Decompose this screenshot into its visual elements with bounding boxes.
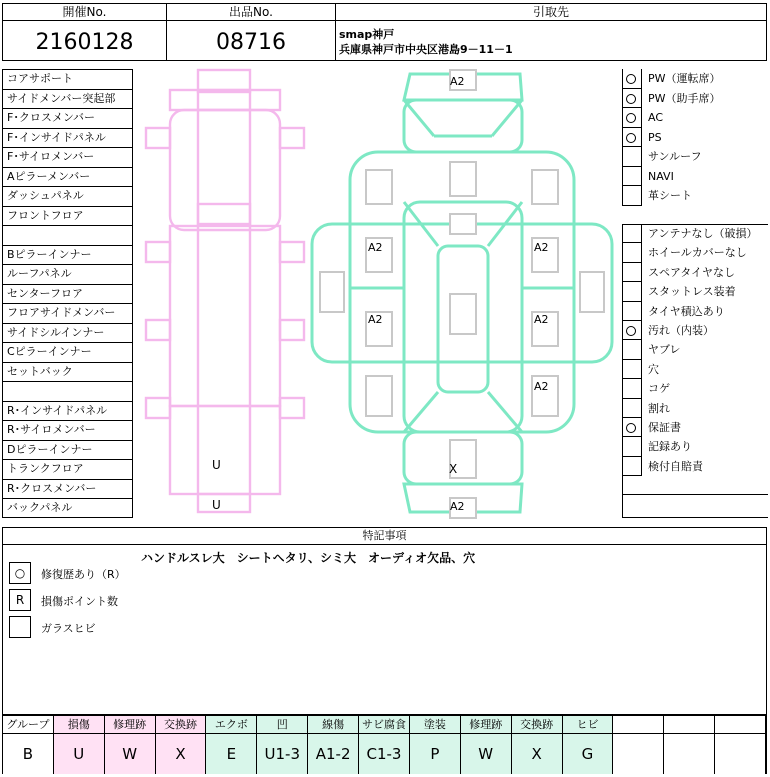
pickup-address-block — [339, 27, 513, 57]
part-row — [3, 226, 132, 246]
equipment-label: AC — [648, 111, 664, 124]
notes-title: 特記事項 — [3, 528, 766, 545]
part-row: セットバック — [3, 363, 132, 383]
checkbox[interactable] — [622, 186, 642, 206]
part-row: コアサポート — [3, 70, 132, 90]
mark-left-front-door: A2 — [368, 241, 383, 254]
grade-header-cell: 修理跡 — [461, 716, 512, 734]
grade-value-cell: W — [461, 734, 512, 774]
checkbox[interactable] — [622, 128, 642, 148]
grade-header-cell: グループ — [3, 716, 54, 734]
grade-value-cell: E — [206, 734, 257, 774]
frame-back-panel — [198, 494, 250, 512]
auction-no-value: 2160128 — [35, 30, 134, 55]
frame-front-section — [170, 110, 280, 230]
legend-symbol: R — [9, 589, 31, 611]
mark-rear: A2 — [450, 500, 465, 513]
equipment-row — [622, 89, 768, 109]
frame-rear-section — [170, 406, 280, 494]
conditions-label: ホイールカバーなし — [648, 246, 747, 260]
part-row: Aピラーメンバー — [3, 168, 132, 188]
frame-parts-list — [2, 69, 133, 518]
equipment-row — [622, 186, 768, 206]
mark-left-rear-door: A2 — [368, 313, 383, 326]
notes-text: ハンドルスレ大 シートヘタリ、シミ大 オーディオ欠品、穴 — [141, 551, 476, 565]
grade-value-cell: A1-2 — [308, 734, 359, 774]
conditions-label: アンテナなし（破損） — [648, 227, 758, 240]
conditions-label: スタットレス装着 — [648, 285, 736, 299]
auction-no-label: 開催No. — [3, 4, 166, 21]
equipment-label: サンルーフ — [648, 150, 702, 163]
part-row: Cピラーインナー — [3, 343, 132, 363]
grade-value-cell: W — [105, 734, 156, 774]
grade-value-cell: U1-3 — [257, 734, 308, 774]
part-row: F･サイロメンバー — [3, 148, 132, 168]
conditions-label: ヤブレ — [648, 343, 681, 357]
grade-header-cell: 線傷 — [308, 716, 359, 734]
mark-right-front-door: A2 — [534, 241, 549, 254]
grade-value-cell: C1-3 — [359, 734, 410, 774]
part-row: バックパネル — [7, 501, 73, 515]
back-panel-mark: U — [212, 498, 221, 512]
conditions-label: 検付自賠責 — [648, 459, 703, 473]
circle-mark-icon — [626, 133, 636, 143]
frame-diagram — [140, 66, 310, 516]
frame-cabin-section — [170, 226, 280, 406]
hood — [404, 100, 522, 152]
grade-value-cell — [715, 734, 766, 774]
grade-header-cell — [664, 716, 715, 734]
equipment-row — [622, 108, 768, 128]
part-row: サイドメンバー突起部 — [3, 90, 132, 110]
condition-list-frame — [622, 224, 768, 518]
grade-value-cell — [664, 734, 715, 774]
equipment-label: PW（助手席） — [648, 91, 721, 105]
grade-header-cell: 凹 — [257, 716, 308, 734]
equipment-label: NAVI — [648, 169, 674, 183]
grade-header-cell: 損傷 — [54, 716, 105, 734]
conditions-label: 記録あり — [648, 440, 692, 454]
part-row: センターフロア — [3, 285, 132, 305]
listing-no-label: 出品No. — [167, 4, 335, 21]
part-row: フロントフロア — [3, 207, 132, 227]
equipment-label: PW（運転席） — [648, 72, 721, 85]
equipment-row — [622, 128, 768, 148]
equipment-row — [622, 69, 768, 89]
equipment-list — [622, 69, 768, 206]
notes-section — [2, 527, 767, 715]
legend-label: ガラスヒビ — [41, 622, 96, 635]
equipment-row — [622, 147, 768, 167]
mark-front: A2 — [450, 75, 465, 88]
part-row: R･インサイドパネル — [3, 402, 132, 422]
conditions-label: タイヤ積込あり — [648, 304, 725, 318]
condition-box-column-line — [622, 224, 623, 518]
part-row: ダッシュパネル — [3, 187, 132, 207]
conditions-label: 保証書 — [648, 421, 681, 434]
mark-trunk: X — [449, 462, 458, 476]
checkbox[interactable] — [622, 89, 642, 109]
part-row: F･インサイドパネル — [3, 129, 132, 149]
part-row: ルーフパネル — [3, 265, 132, 285]
part-row: フロアサイドメンバー — [3, 304, 132, 324]
grade-value-cell: G — [563, 734, 614, 774]
conditions-label: 割れ — [648, 401, 670, 415]
body-diagram — [310, 66, 615, 521]
checkbox[interactable] — [622, 69, 642, 89]
pickup-name: smap神戸 — [339, 28, 395, 41]
part-row: サイドシルインナー — [3, 324, 132, 344]
part-row: トランクフロア — [3, 460, 132, 480]
part-row — [3, 382, 132, 402]
auction-no-cell — [2, 3, 167, 61]
part-row: R･クロスメンバー — [3, 480, 132, 500]
part-row: Dピラーインナー — [3, 441, 132, 461]
equipment-label: 革シート — [648, 189, 692, 202]
equipment-frame — [622, 69, 623, 206]
grade-value-cell: X — [512, 734, 563, 774]
condition-blank-row — [622, 494, 768, 495]
part-row: R･サイロメンバー — [3, 421, 132, 441]
legend-label: 修復歴あり（R） — [41, 568, 126, 581]
pickup-label: 引取先 — [336, 4, 766, 21]
conditions-label: スペアタイヤなし — [648, 265, 736, 279]
legend-symbol — [9, 616, 31, 638]
grade-header-cell: 交換跡 — [156, 716, 207, 734]
trunk-floor-mark: U — [212, 458, 221, 472]
circle-mark-icon — [626, 94, 636, 104]
listing-no-cell — [166, 3, 336, 61]
equipment-label: PS — [648, 130, 662, 144]
conditions-label: コゲ — [648, 382, 670, 396]
grade-header-cell: 塗装 — [410, 716, 461, 734]
legend-symbol: ○ — [9, 562, 31, 584]
grade-header-cell — [715, 716, 766, 734]
legend-label: 損傷ポイント数 — [41, 595, 118, 608]
checkbox[interactable] — [622, 108, 642, 128]
grade-value-cell: P — [410, 734, 461, 774]
grade-value-cell — [613, 734, 664, 774]
grade-header-cell — [613, 716, 664, 734]
grade-value-cell: X — [156, 734, 207, 774]
grade-header-cell: エクボ — [206, 716, 257, 734]
frame-core-support — [198, 70, 250, 92]
mark-right-quarter: A2 — [534, 380, 549, 393]
grade-header-cell: 交換跡 — [512, 716, 563, 734]
mark-right-rear-door: A2 — [534, 313, 549, 326]
grade-value-cell: B — [3, 734, 54, 774]
grade-header-cell: ヒビ — [563, 716, 614, 734]
checkbox[interactable] — [622, 167, 642, 187]
conditions-label: 穴 — [648, 362, 659, 376]
listing-no-value: 08716 — [216, 30, 286, 55]
conditions-label: 汚れ（内装） — [648, 324, 714, 337]
part-row: F･クロスメンバー — [3, 109, 132, 129]
checkbox[interactable] — [622, 147, 642, 167]
grade-header-cell: サビ腐食 — [359, 716, 410, 734]
grade-table — [2, 715, 767, 774]
circle-mark-icon — [626, 113, 636, 123]
grade-value-cell: U — [54, 734, 105, 774]
pickup-address: 兵庫県神戸市中央区港島9－11－1 — [339, 43, 513, 56]
part-row: Bピラーインナー — [3, 246, 132, 266]
circle-mark-icon — [626, 74, 636, 84]
grade-header-cell: 修理跡 — [105, 716, 156, 734]
equipment-row — [622, 167, 768, 187]
